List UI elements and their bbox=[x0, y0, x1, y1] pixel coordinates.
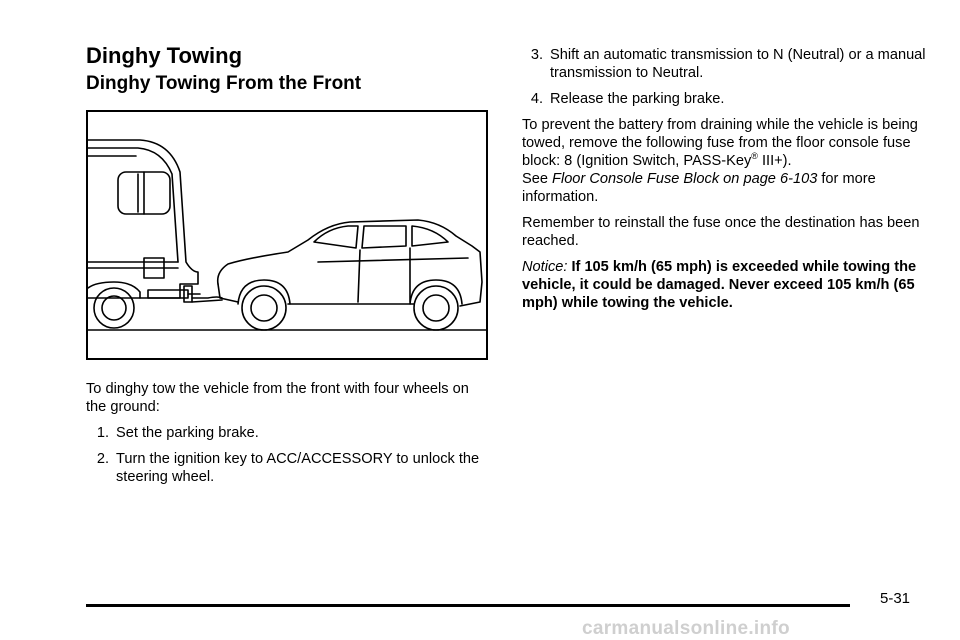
reinstall-paragraph: Remember to reinstall the fuse once the destination has been reached. bbox=[522, 215, 920, 249]
more-info-text: for more information. bbox=[522, 171, 876, 205]
footer-rule bbox=[86, 604, 850, 607]
intro-paragraph: To dinghy tow the vehicle from the front with four wheels on the ground: bbox=[86, 381, 469, 415]
notice-paragraph bbox=[522, 258, 932, 312]
watermark: carmanualsonline.info bbox=[582, 618, 790, 639]
notice-label: Notice: bbox=[522, 259, 568, 275]
step-number: 2. bbox=[96, 451, 109, 467]
right-column bbox=[522, 46, 932, 320]
list-item bbox=[522, 90, 932, 108]
see-text: See bbox=[522, 171, 553, 187]
cross-reference-link[interactable]: Floor Console Fuse Block on page 6-103 bbox=[552, 171, 818, 187]
step-text: Release the parking brake. bbox=[550, 91, 725, 107]
step-text: Turn the ignition key to ACC/ACCESSORY to unlock the steering wheel. bbox=[116, 451, 480, 485]
fuse-text: To prevent the battery from draining while the vehicle is being towed, remove the following fuse from the floor console fuse block: 8 (Ignition Switch, PASS-Key bbox=[522, 117, 918, 169]
registered-mark: ® bbox=[751, 151, 758, 162]
steps-list-right bbox=[522, 46, 932, 108]
step-text: Set the parking brake. bbox=[116, 425, 259, 441]
list-item bbox=[86, 424, 490, 442]
section-subtitle: Dinghy Towing From the Front bbox=[86, 73, 362, 94]
left-column bbox=[86, 42, 490, 494]
steps-list-left bbox=[86, 424, 490, 486]
fuse-paragraph bbox=[522, 116, 932, 206]
section-title: Dinghy Towing bbox=[86, 43, 243, 68]
motorhome-towing-car-drawing bbox=[88, 112, 486, 358]
list-item bbox=[86, 450, 490, 486]
dinghy-towing-illustration bbox=[86, 110, 488, 360]
page-number: 5-31 bbox=[880, 590, 911, 607]
notice-text: If 105 km/h (65 mph) is exceeded while towing the vehicle, it could be damaged. Never exceed 105 km/h (65 mph) while towing the vehicle. bbox=[522, 259, 917, 311]
list-item bbox=[522, 46, 932, 82]
fuse-text-cont: III+). bbox=[757, 153, 792, 169]
step-number: 1. bbox=[96, 425, 109, 441]
step-number: 3. bbox=[530, 47, 543, 63]
step-number: 4. bbox=[530, 91, 543, 107]
step-text: Shift an automatic transmission to N (Neutral) or a manual transmission to Neutral. bbox=[550, 47, 926, 81]
